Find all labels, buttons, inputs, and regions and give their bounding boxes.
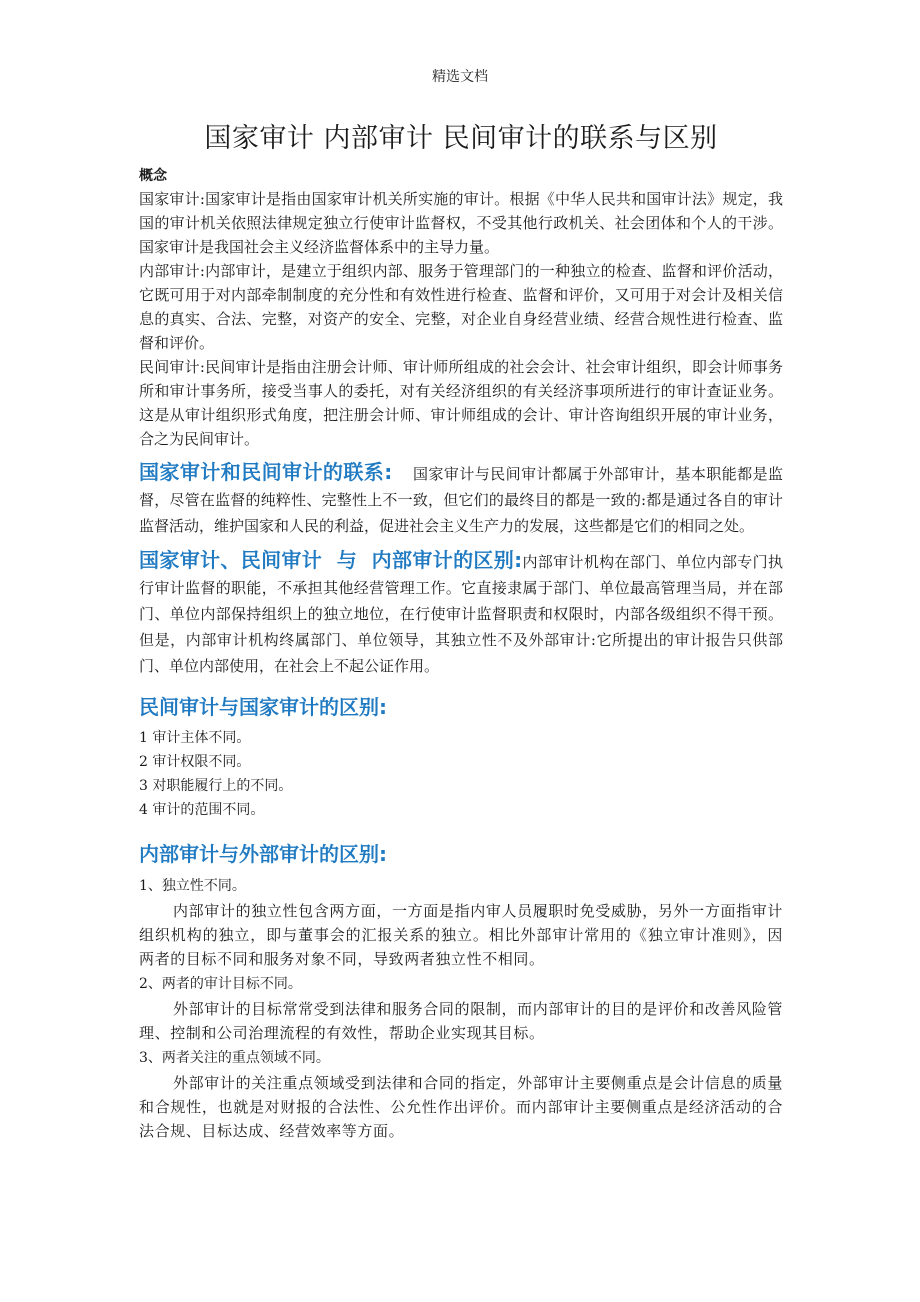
document-body — [139, 116, 783, 1143]
page-header: 精选文档 — [432, 69, 488, 85]
list-item: 3 对职能履行上的不同。 — [139, 778, 293, 794]
relation-section — [139, 459, 783, 539]
relation-heading: 国家审计和民间审计的联系: — [139, 460, 393, 484]
point-text: 内部审计的独立性包含两方面，一方面是指内审人员履职时免受威胁，另外一方面指审计组织机构的独立，即与董事会的汇报关系的独立。相比外部审计常用的《独立审计准则》，因两者的目标不同和服务对象不同，导致两者独立性不相同。 — [139, 902, 783, 968]
point-label: 1、独立性不同。 — [139, 878, 246, 894]
concept-civil-audit: 民间审计:民间审计是指由注册会计师、审计师所组成的社会会计、社会审计组织，即会计师事务所和审计事务所，接受当事人的委托，对有关经济组织的有关经济事项所进行的审计查证业务。这是从审计组织形式角度，把注册会计师、审计师组成的会计、审计咨询组织开展的审计业务，合之为民间审计。 — [139, 358, 783, 448]
point-text: 外部审计的关注重点领域受到法律和合同的指定，外部审计主要侧重点是会计信息的质量和合规性，也就是对财报的合法性、公允性作出评价。而内部审计主要侧重点是经济活动的合法合规、目标达成、经营效率等方面。 — [139, 1074, 783, 1140]
difference-internal-text: 内部审计机构在部门、单位内部专门执行审计监督的职能，不承担其他经营管理工作。它直接隶属于部门、单位最高管理当局，并在部门、单位内部保持组织上的独立地位，在行使审计监督职责和权限时，内部各级组织不得干预。但是，内部审计机构终属部门、单位领导，其独立性不及外部审计:它所提出的审计报告只供部门、单位内部使用，在社会上不起公证作用。 — [139, 553, 783, 675]
list-item: 1 审计主体不同。 — [139, 730, 251, 746]
document-title: 国家审计 内部审计 民间审计的联系与区别 — [204, 123, 718, 154]
point-text: 外部审计的目标常常受到法律和服务合同的限制，而内部审计的目的是评价和改善风险管理、控制和公司治理流程的有效性，帮助企业实现其目标。 — [139, 1000, 783, 1042]
concept-heading: 概念 — [139, 168, 167, 184]
civil-vs-state-heading: 民间审计与国家审计的区别: — [139, 695, 387, 719]
list-item: 4 审计的范围不同。 — [139, 802, 265, 818]
point-label: 2、两者的审计目标不同。 — [139, 976, 302, 992]
point-label: 3、两者关注的重点领域不同。 — [139, 1050, 330, 1066]
concept-internal-audit: 内部审计:内部审计，是建立于组织内部、服务于管理部门的一种独立的检查、监督和评价活动，它既可用于对内部牵制制度的充分性和有效性进行检查、监督和评价，又可用于对会计及相关信息的真实、合法、完整，对资产的安全、完整，对企业自身经营业绩、经营合规性进行检查、监督和评价。 — [139, 262, 783, 352]
difference-internal-section — [139, 547, 783, 679]
concept-state-audit: 国家审计:国家审计是指由国家审计机关所实施的审计。根据《中华人民共和国审计法》规定，我国的审计机关依照法律规定独立行使审计监督权，不受其他行政机关、社会团体和个人的干涉。 国家审计是我国社会主义经济监督体系中的主导力量。 — [139, 190, 783, 256]
list-item: 2 审计权限不同。 — [139, 754, 251, 770]
relation-text: 国家审计与民间审计都属于外部审计，基本职能都是监督，尽管在监督的纯粹性、完整性上不一致，但它们的最终目的都是一致的:都是通过各自的审计监督活动，维护国家和人民的利益，促进社会主义生产力的发展，这些都是它们的相同之处。 — [139, 465, 784, 535]
internal-vs-external-heading: 内部审计与外部审计的区别: — [139, 842, 387, 866]
difference-internal-heading: 国家审计、民间审计 与 内部审计的区别: — [139, 548, 523, 572]
